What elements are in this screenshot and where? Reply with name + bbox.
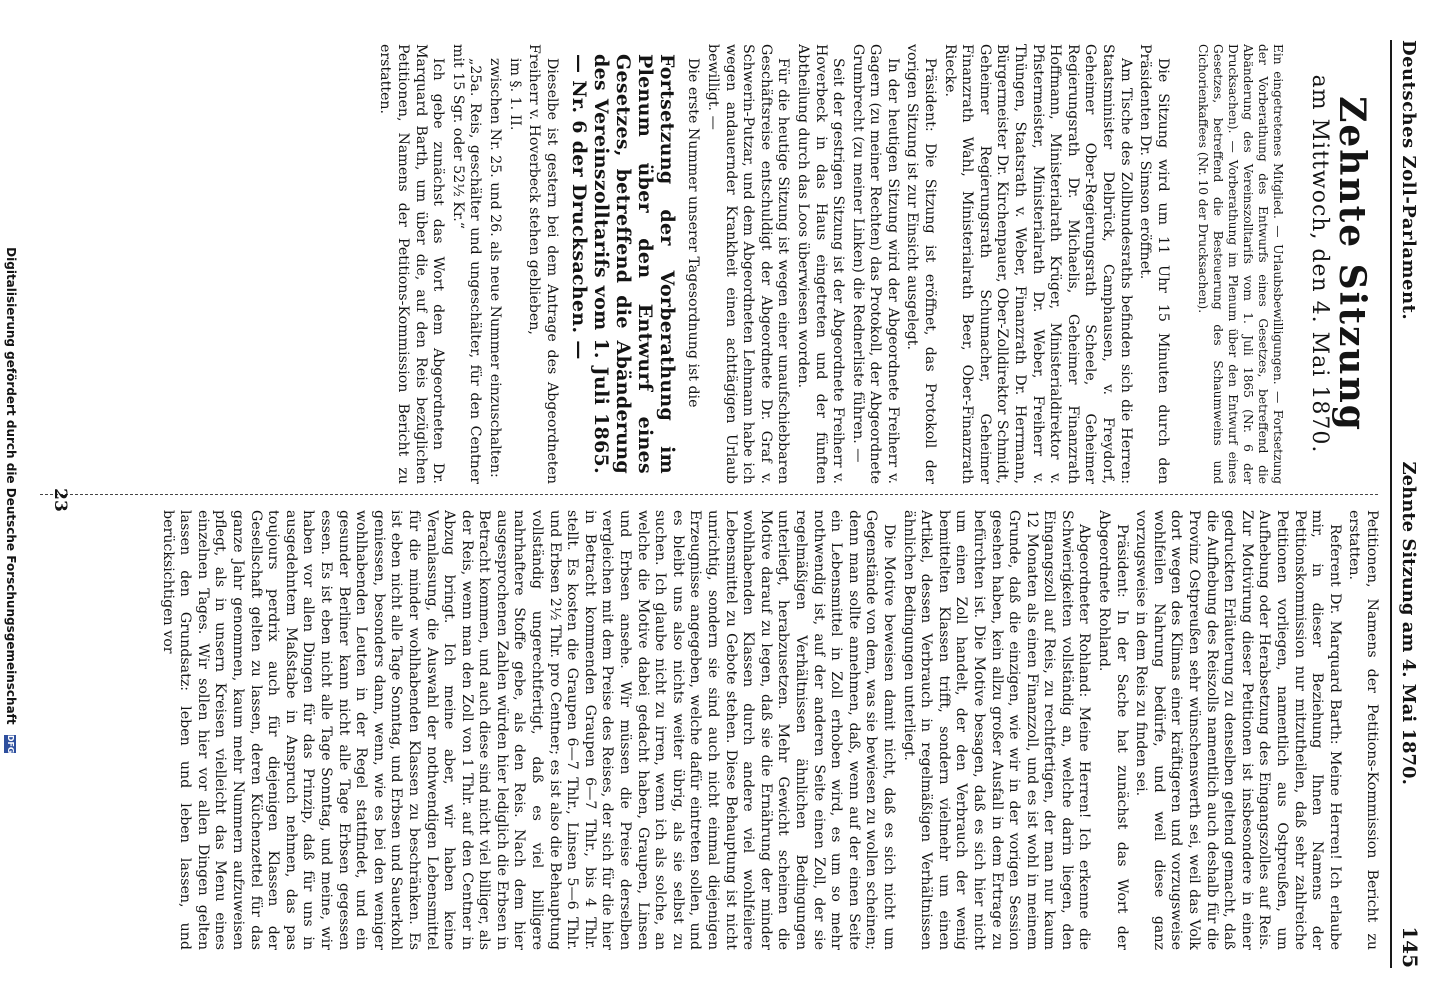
running-header: [1390, 40, 1422, 968]
paragraph: Am Tische des Zollbundesraths befinden sich die Herren: Staatsminister Delbrück, Camphausen, v. Freydorf, Geheimer Ober-Regierungsrath Scheele, Geheimer Regierungsrath Dr. Michaelis, Geheimer Finanzrath Hoffmann, Ministerialrath Krüger, Ministerialdirektor v. Pfistermeister, Ministerialrath Dr. Weber, Freiherr v. Thüngen, Staatsrath v. Weber, Finanzrath Dr. Herrmann, Bürgermeister Dr. Kirchenpauer, Ober-Zolldirektor Schmidt, Geheimer Regierungsrath Schumacher, Geheimer Finanzrath Wahl, Ministerialrath Beer, Ober-Finanzrath Riecke.: [941, 44, 1134, 484]
paragraph: Ich gebe zunächst das Wort dem Abgeordneten Dr. Marquard Barth, um über die, auf den Reis bezüglichen Petitionen, Namens der Petitions-Kommission Bericht zu erstatten.: [377, 44, 447, 484]
paragraph: Petitionen, Namens der Petitions-Kommission Bericht zu erstatten.: [1346, 510, 1380, 950]
credit-text: Digitalisierung gefördert durch die Deutsche Forschungsgemeinschaft: [4, 247, 18, 725]
paragraph: zwischen Nr. 25. und 26. als neue Nummer einzuschalten:: [487, 58, 503, 478]
header-publication: Deutsches Zoll-Parlament.: [1398, 40, 1419, 321]
paragraph: In der heutigen Sitzung wird der Abgeordnete Freiherr v. Gagern (zu meiner Rechten) das Protokoll, der Abgeordnete Grumbrecht (zu meiner Linken) die Rednerliste führen. —: [849, 44, 901, 484]
paragraph: Referent Dr. Marquard Barth: Meine Herren! Ich erlaube mir, in dieser Beziehung Ihnen Namens der Petitionskommission nur mitzutheilen, daß sehr zahlreiche Petitionen vorliegen, namentlich aus Ostpreußen, um Aufhebung oder Herabsetzung des Eingangszolles auf Reis. Zur Motivirung dieser Petitionen ist insbesondere in einer gedruckten Erläuterung zu denselben geltend gemacht, daß die Aufhebung des Reiszolls namentlich auch deshalb für die Provinz Ostpreußen sehr wünschenswerth sei, weil das Volk dort wegen des Klimas einer kräftigeren und vorzugsweise wohlfeilen Nahrung bedürfe, und weil diese ganz vorzugsweise in dem Reis zu finden sei.: [1133, 510, 1343, 950]
paragraph: Die erste Nummer unserer Tagesordnung ist die: [685, 58, 702, 408]
session-summary: Ein eingetretenes Mitglied. — Urlaubsbewilligungen. — Fortsetzung der Vorberathung des Entwurfs eines Gesetzes, betreffend die Abänderung des Vereinszolltarifs vom 1. Juli 1865 (Nr. 6 der Drucksachen). — Vorberathung im Plenum über den Entwurf eines Gesetzes, betreffend die Besteuerung des Schaumweins und Cichorienkaffees (Nr. 10 der Drucksachen).: [1195, 44, 1285, 484]
paragraph: Für die heutige Sitzung ist wegen einer unaufschiebbaren Geschäftsreise entschuldigt der Abgeordnete Dr. Graf v. Schwerin-Putzar, und dem Abgeordneten Lehmann habe ich wegen andauernder Krankheit einen achttägigen Urlaub bewilligt. —: [704, 44, 792, 484]
session-date: am Mittwoch, den 4. Mai 1870.: [1307, 74, 1333, 454]
paragraph: Präsident: Die Sitzung ist eröffnet, das Protokoll der vorigen Sitzung ist zur Einsicht ausgelegt.: [904, 44, 939, 484]
paragraph: Präsident: In der Sache hat zunächst das Wort der Abgeordnete Rohland.: [1096, 510, 1130, 950]
paragraph: Die Motive beweisen damit nicht, daß es sich nicht um Gegenstände von dem, was sie bewiesen zu wollen scheinen; denn man sollte annehmen, daß, wenn auf der einen Seite ein Lebensmittel in Zoll erhoben wird, es um so mehr nothwendig ist, auf der anderen Seite einen Zoll, der sie regelmäßigen Verhältnissen ähnlichen Bedingungen unterliegt, herabzusetzen. Mehr Gewicht scheinen die Motive darauf zu legen, daß sie die Ernährung der minder wohlhabenden Klassen durch andere viel wohlfeilere Lebensmittel zu Gebote stehen. Diese Behauptung ist nicht unrichtig, sondern sie sind auch nicht einmal diejenigen Erzeugnisse angegeben, welche dafür eintreten sollen, und es bleibt uns also nichts weiter übrig, als sie selbst zu suchen. Ich glaube nicht zu irren, wenn ich als solche, an welche die Motive dabei gedacht haben, Graupen, Linsen und Erbsen ansehe. Wir müssen die Preise derselben vergleichen mit dem Preise des Reises, der sich für die hier in Betracht kommenden Graupen 6—7 Thlr., bis 4 Thlr. stellt. Es kosten die Graupen 6—7 Thlr., Linsen 5—6 Thlr. und Erbsen 2½ Thlr. pro Centner; es ist also die Behauptung vollständig ungerechtfertigt, daß es viel billigere nahrhaftere Stoffe gebe, als den Reis. Nach dem hier ausgesprochenen Zahlen würden hier lediglich die Erbsen in Betracht kommen, und auch diese sind nicht viel billiger, als der Reis, wenn man den Zoll von 1 Thlr. auf den Centner in Abzug bringt. Ich meine aber, wir haben keine Veranlassung, die Auswahl der nothwendigen Lebensmittel für die minder wohlhabenden Klassen zu beschränken. Es ist eben nicht alle Tage Sonntag, und Erbsen und Sauerkohl geniessen, besonders dann, wenn, wie es bei den weniger wohlhabenden Leuten in der Regel stattfindet, und ein gesunder Berliner kann nicht alle Tage Erbsen gegessen essen. Es ist eben nicht alle Tage Sonntag, und meine, wir haben vor allen Dingen für das Prinzip, daß für uns in ausgedehntem Maßstabe in Anspruch nehmen, das pas toujours perdrix auch für diejenigen Klassen der Gesellschaft gelten zu lassen, deren Küchenzettel für das ganze Jahr genommen, kaum mehr Nummern aufzuweisen pflegt, als in unsern Kreisen vielleicht das Menu eines einzelnen Tages. Wir sollen hier vor allen Dingen gelten lassen den Grundsatz: leben und leben lassen, und berücksichtigen vor: [159, 510, 897, 950]
digitization-credit: [4, 0, 18, 1000]
paragraph: Seit der gestrigen Sitzung ist der Abgeordnete Freiherr v. Hoverbeck in das Haus eingetreten und der fünften Abtheilung durch das Loos überwiesen worden.: [794, 44, 847, 484]
paragraph: im §. 1. II.: [506, 58, 523, 131]
left-column: [90, 44, 1380, 484]
right-column: [90, 510, 1380, 950]
session-title: Zehnte Sitzung: [1331, 96, 1373, 432]
paragraph: Dieselbe ist gestern bei dem Antrage des Abgeordneten Freiherr v. Hoverbeck stehen geblieben,: [526, 44, 560, 484]
paragraph: „25a. Reis, geschälter und ungeschälter, für den Centner mit 15 Sgr. oder 52½ Kr.“: [449, 44, 484, 484]
page-number: 145: [1398, 926, 1422, 968]
paragraph: Abgeordneter Rohland: Meine Herren! Ich erkenne die Schwierigkeiten vollständig an, welche darin liegen, den Eingangszoll auf Reis, zu rechtfertigen, der man nur kaum 12 Monaten als einen Finanzzoll, und es ist wohl in meinem Grunde, daß die einzigen, wie wir in der vorigen Session gesehen haben, kein allzu großer Ausfall in dem Ertrage zu befürchten ist. Die Motive besagen, daß es sich hier nicht um einen Zoll handelt, der den Verbrauch der wenig bemittelten Klassen trifft, sondern vielmehr um einen Artikel, dessen Verbrauch in regelmäßigen Verhältnissen ähnlichen Bedingungen unterliegt.: [900, 510, 1093, 950]
dfg-logo-icon: DFG: [6, 734, 16, 754]
agenda-heading: Fortsetzung der Vorberathung im Plenum über den Entwurf eines Gesetzes, betreffend die Abänderung des Vereinszolltarifs vom 1. Juli 1865. — Nr. 6 der Drucksachen. —: [567, 54, 678, 474]
column-divider: [40, 494, 1378, 495]
paragraph: Die Sitzung wird um 11 Uhr 15 Minuten durch den Präsidenten Dr. Simson eröffnet.: [1137, 44, 1171, 484]
signature-mark: 23: [50, 488, 70, 512]
header-session: Zehnte Sitzung am 4. Mai 1870.: [1398, 461, 1419, 785]
